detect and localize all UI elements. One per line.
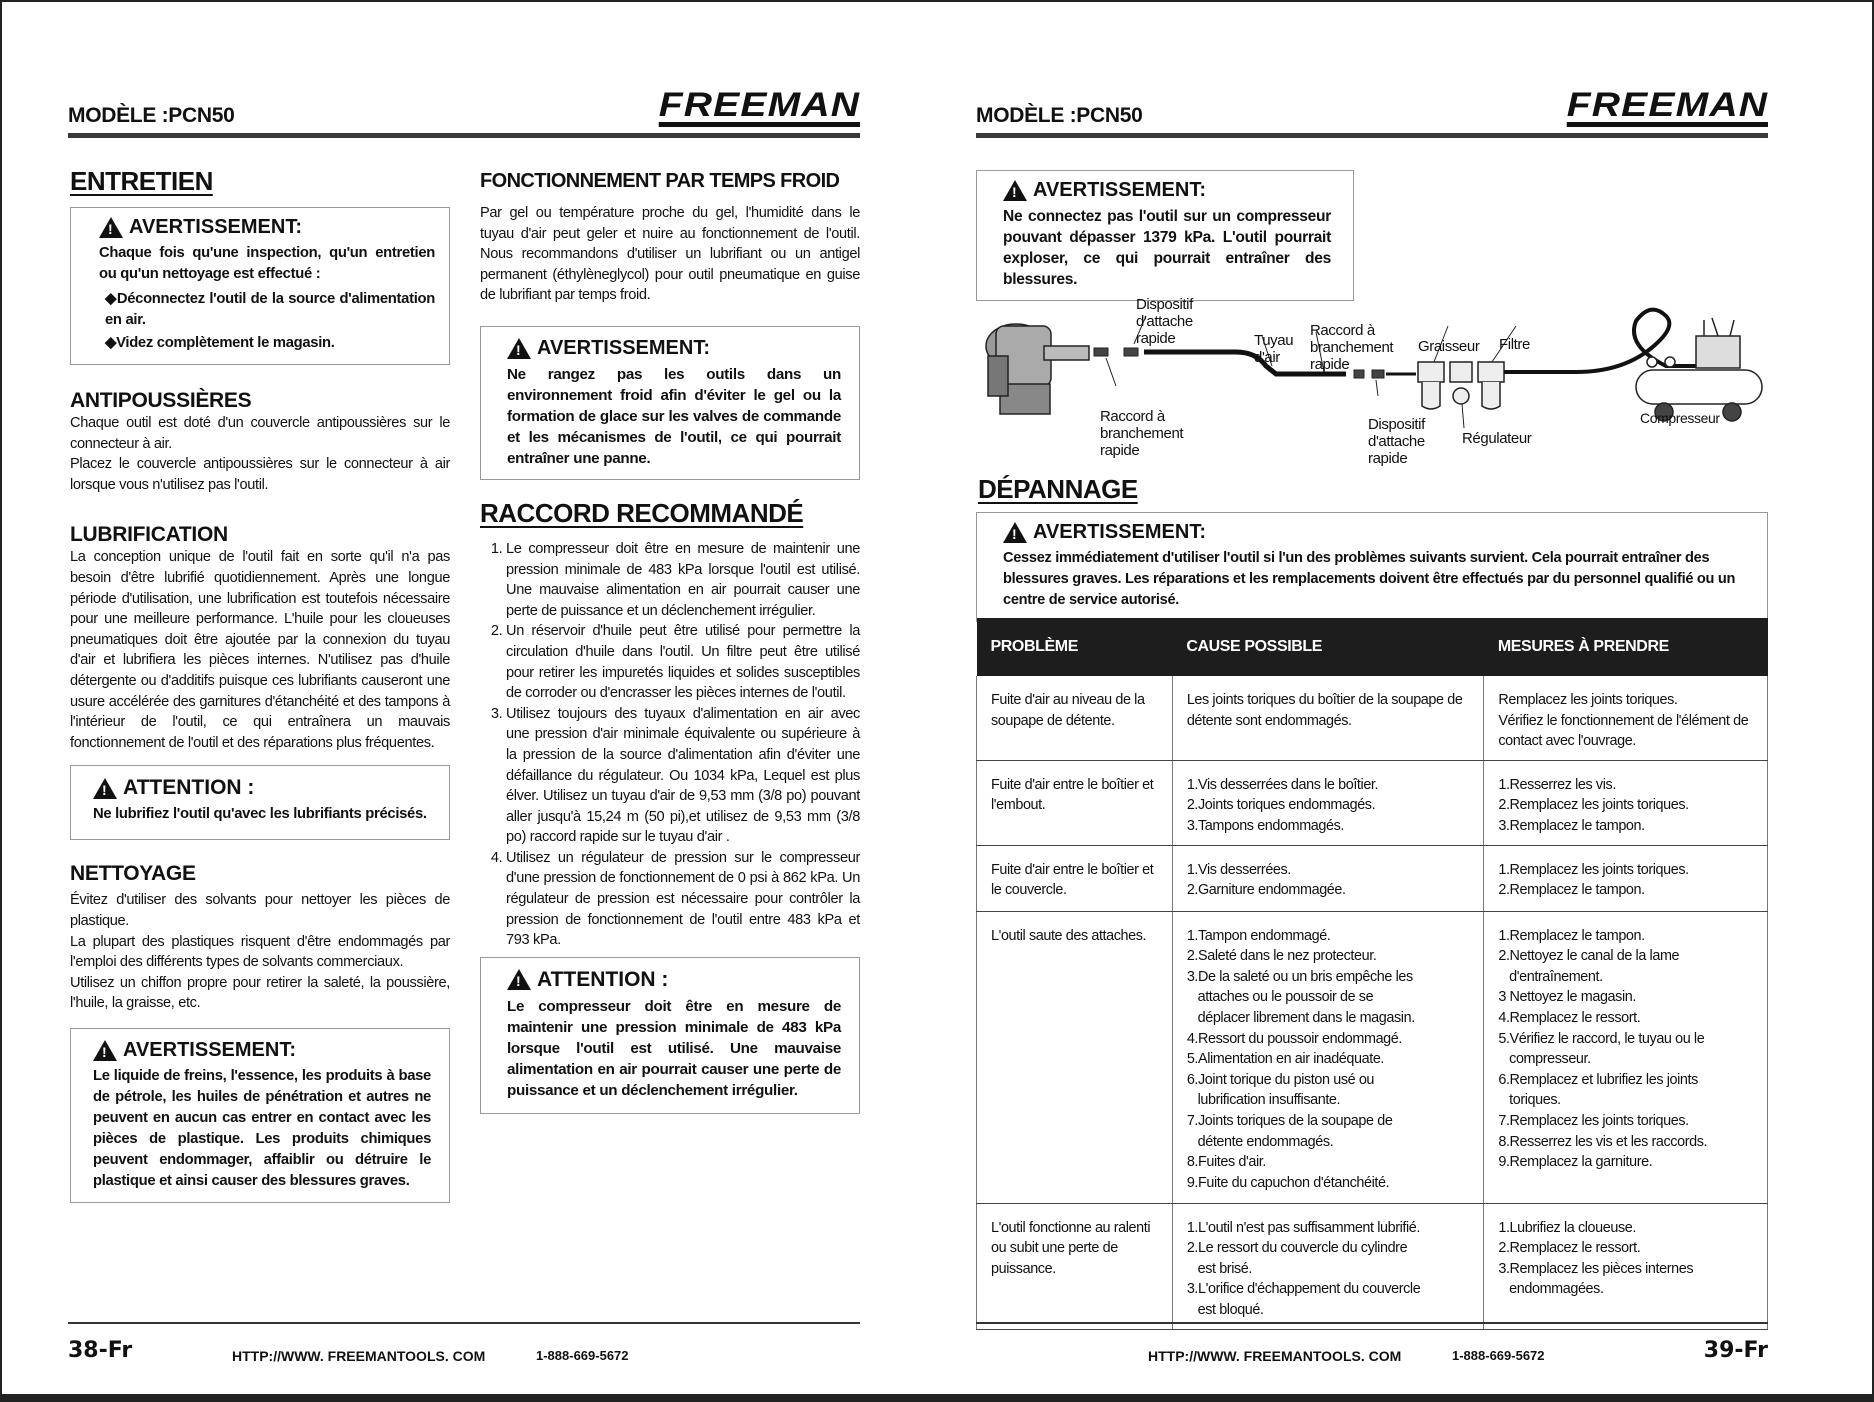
attention-text: Le compresseur doit être en mesure de maintenir une pression minimale de 483 kPa lorsque l'outil est utilisé. Une mauvaise alimentation en air pourrait causer une perte de puissance et un déclenchement irrégulier. (507, 997, 841, 1099)
warning-bullet: ◆Déconnectez l'outil de la source d'alimentation en air. (105, 291, 435, 328)
right-page (976, 0, 1768, 1402)
warning-box-solvants (70, 1028, 450, 1203)
right-column (480, 170, 860, 1114)
warning-text: Chaque fois qu'une inspection, qu'un entretien ou qu'un nettoyage est effectué : (99, 245, 435, 282)
attention-title: ! ATTENTION : (93, 776, 435, 800)
warning-title: ! AVERTISSEMENT: (93, 1039, 431, 1062)
paragraph: La plupart des plastiques risquent d'être endommagés par l'emploi des différents types de solvants commerciaux. (70, 933, 450, 971)
section-title-entretien: ENTRETIEN (70, 166, 213, 196)
compressor-icon (1636, 318, 1762, 421)
warning-text: Ne connectez pas l'outil sur un compresseur pouvant dépasser 1379 kPa. L'outil pourrait exploser, ce qui pourrait entraîner des blessures. (1003, 208, 1331, 288)
label-dispositif-top: Dispositif d'attache rapide (1136, 296, 1193, 347)
column-header: PROBLÈME (977, 618, 1173, 676)
connector-icon (1094, 348, 1138, 356)
attention-box-lubrifiants (70, 765, 450, 840)
page-number: 39-Fr (1703, 1338, 1768, 1363)
warning-triangle-icon (93, 778, 117, 799)
footer-phone: 1-888-669-5672 (1452, 1348, 1545, 1363)
label-tuyau: Tuyau d'air (1254, 332, 1294, 366)
action-cell: 1.Resserrez les vis. 2.Remplacez les joints toriques. 3.Remplacez le tampon. (1484, 760, 1768, 845)
section-title-antipoussieres: ANTIPOUSSIÈRES (70, 389, 252, 412)
warning-text: Cessez immédiatement d'utiliser l'outil si l'un des problèmes suivants survient. Cela pourrait entraîner des blessures graves. Les réparations et les remplacements doivent être effectués par du personnel qualifié ou un centre de service autorisé. (1003, 550, 1736, 608)
warning-bullet: ◆Videz complètement le magasin. (105, 335, 335, 351)
model-header: MODÈLE :PCN50 (976, 104, 1143, 127)
label-graisseur: Graisseur (1418, 338, 1480, 355)
list-item: 1. Le compresseur doit être en mesure de maintenir une pression minimale de 483 kPa lorsque l'outil est utilisé. Une mauvaise alimentation en air pourrait causer une perte de puissance et un déclenchement irrégulier. (506, 539, 860, 621)
page-number: 38-Fr (68, 1338, 133, 1363)
table-row (977, 911, 1768, 1203)
action-cell: 1.Remplacez le tampon. 2.Nettoyez le canal de la lame d'entraînement. 3 Nettoyez le magasin. 4.Remplacez le ressort. 5.Vérifiez le raccord, le tuyau ou le compresseur. 6.Remplacez et lubrifiez les joints toriques. 7.Remplacez les joints toriques. 8.Resserrez les vis et les raccords. 9.Remplacez la garniture. (1484, 911, 1768, 1203)
air-supply-diagram (976, 296, 1768, 466)
warning-triangle-icon (507, 969, 531, 990)
warning-triangle-icon (99, 217, 123, 238)
section-title-depannage: DÉPANNAGE (978, 474, 1138, 504)
paragraph: Chaque outil est doté d'un couvercle antipoussières sur le connecteur à air. (70, 415, 450, 452)
section-title-raccord: RACCORD RECOMMANDÉ (480, 497, 804, 528)
footer-url: HTTP://WWW. FREEMANTOOLS. COM (232, 1348, 486, 1364)
label-regulateur: Régulateur (1462, 430, 1532, 447)
footer-rule (976, 1322, 1768, 1324)
cause-cell: 1.Tampon endommagé. 2.Saleté dans le nez protecteur. 3.De la saleté ou un bris empêche les attaches ou le poussoir de se déplacer librement dans le magasin. 4.Ressort du poussoir endommagé. 5.Alimentation en air inadéquate. 6.Joint torique du piston usé ou lubrification insuffisante. 7.Joints toriques de la soupape de détente endommagés. 8.Fuites d'air. 9.Fuite du capuchon d'étanchéité. (1172, 911, 1484, 1203)
label-raccord-top: Raccord à branchement rapide (1310, 322, 1394, 373)
raccord-list (480, 539, 860, 951)
action-cell: 1.Lubrifiez la cloueuse. 2.Remplacez le ressort. 3.Remplacez les pièces internes endommagées. (1484, 1203, 1768, 1329)
paragraph: Évitez d'utiliser des solvants pour nettoyer les pièces de plastique. (70, 892, 450, 929)
section-title-froid: FONCTIONNEMENT PAR TEMPS FROID (480, 170, 840, 192)
column-header: MESURES À PRENDRE (1484, 618, 1768, 676)
warning-text: Le liquide de freins, l'essence, les produits à base de pétrole, les huiles de pénétration et autres ne peuvent en aucun cas entrer en contact avec les pièces de plastique. Les produits chimiques peuvent endommager, affaiblir ou détruire le plastique et ainsi causer des blessures graves. (93, 1067, 431, 1189)
section-title-lubrification: LUBRIFICATION (70, 523, 228, 547)
warning-title: ! AVERTISSEMENT: (99, 216, 435, 239)
warning-box-froid (480, 326, 860, 480)
warning-box-entretien (70, 207, 450, 365)
warning-triangle-icon (1003, 522, 1027, 543)
footer-url: HTTP://WWW. FREEMANTOOLS. COM (1148, 1348, 1402, 1364)
label-raccord-bottom: Raccord à branchement rapide (1100, 408, 1184, 459)
troubleshooting-table (976, 618, 1768, 1330)
nailer-icon (986, 324, 1089, 414)
label-dispositif-bottom: Dispositif d'attache rapide (1368, 416, 1425, 467)
warning-triangle-icon (507, 338, 531, 359)
label-compresseur: Compresseur (1640, 410, 1720, 426)
footer-phone: 1-888-669-5672 (536, 1348, 629, 1363)
list-item: 2. Un réservoir d'huile peut être utilisé pour permettre la circulation d'huile dans l'outil. Un filtre peut être utilisé pour retirer les impuretés liquides et solides susceptibles de corroder ou d'encrasser les pièces internes de l'outil. (506, 621, 860, 703)
brand-logo: FREEMAN (659, 88, 860, 127)
attention-title: ! ATTENTION : (507, 968, 841, 992)
paragraph: Placez le couvercle antipoussières sur le connecteur à air lorsque vous n'utilisez pas l'outil. (70, 456, 450, 493)
column-header: CAUSE POSSIBLE (1172, 618, 1484, 676)
action-cell: 1.Remplacez les joints toriques. 2.Remplacez le tampon. (1484, 845, 1768, 911)
left-column (70, 166, 450, 1203)
brand-logo: FREEMAN (1567, 88, 1768, 127)
table-row (977, 845, 1768, 911)
problem-cell: Fuite d'air entre le boîtier et l'embout. (977, 760, 1173, 845)
problem-cell: Fuite d'air au niveau de la soupape de détente. (977, 676, 1173, 760)
list-item: 4. Utilisez un régulateur de pression sur le compresseur d'une pression de fonctionnement de 0 psi à 862 kPa. Un régulateur de pression est nécessaire pour contrôler la pression de fonctionnement de l'outil entre 483 kPa et 793 kPa. (506, 848, 860, 951)
left-page (68, 0, 860, 1402)
warning-text: Ne rangez pas les outils dans un environnement froid afin d'éviter le gel ou la formation de glace sur les valves de commande et les mécanismes de l'outil, ce qui pourrait entraîner une panne. (507, 365, 841, 467)
warning-title: ! AVERTISSEMENT: (507, 337, 841, 360)
cause-cell: 1.Vis desserrées dans le boîtier. 2.Joints toriques endommagés. 3.Tampons endommagés. (1172, 760, 1484, 845)
table-row (977, 1203, 1768, 1329)
action-cell: Remplacez les joints toriques. Vérifiez le fonctionnement de l'élément de contact avec l'ouvrage. (1484, 676, 1768, 760)
table-row (977, 676, 1768, 760)
cause-cell: Les joints toriques du boîtier de la soupape de détente sont endommagés. (1172, 676, 1484, 760)
warning-box-depannage (976, 512, 1768, 622)
list-item: 3. Utilisez toujours des tuyaux d'alimentation en air avec une pression d'air minimale équivalente ou supérieure à la pression de la source d'alimentation afin d'éviter une défaillance du régulateur. Ou 1034 kPa, Lequel est plus élver. Utilisez un tuyau d'air de 9,53 mm (3/8 po) pouvant aller jusqu'à 15,24 m (50 pi),et utilisez de 9,53 mm (3/8 po) raccord rapide sur le tuyau d'air . (506, 704, 860, 848)
attention-text: Ne lubrifiez l'outil qu'avec les lubrifiants précisés. (93, 806, 427, 823)
header-rule (68, 133, 860, 138)
problem-cell: L'outil saute des attaches. (977, 911, 1173, 1203)
table-row (977, 760, 1768, 845)
section-title-nettoyage: NETTOYAGE (70, 862, 196, 886)
warning-box-compressor (976, 170, 1354, 301)
warning-title: ! AVERTISSEMENT: (1003, 521, 1753, 544)
paragraph: La conception unique de l'outil fait en sorte qu'il n'a pas besoin d'être lubrifié quotidiennement. Après une longue période d'utilisation, une lubrification est toutefois nécessaire pour une meilleure performance. L'huile pour les cloueuses pneumatiques doit être ajoutée par la connexion du tuyau d'air et lubrifiera les pièces internes. N'utilisez pas d'huile détergente ou d'additifs puisque ces lubrifiants causeront une usure accélérée des garnitures d'étanchéité et des tampons à l'intérieur de l'outil, ce qui entraînera un mauvais fonctionnement de l'outil et des réparations plus fréquentes. (70, 549, 450, 751)
problem-cell: L'outil fonctionne au ralenti ou subit une perte de puissance. (977, 1203, 1173, 1329)
paragraph: Par gel ou température proche du gel, l'humidité dans le tuyau d'air peut geler et nuire au fonctionnement de l'outil. Nous recommandons d'utiliser un lubrifiant ou un antigel permanent (éthylèneglycol) pour outil pneumatique en guise de lubrifiant par temps froid. (480, 205, 860, 304)
model-header: MODÈLE :PCN50 (68, 104, 235, 127)
warning-title: ! AVERTISSEMENT: (1003, 179, 1331, 202)
frl-unit-icon (1418, 362, 1504, 409)
header-rule (976, 133, 1768, 138)
attention-box-compresseur (480, 957, 860, 1114)
label-filtre: Filtre (1499, 336, 1530, 353)
warning-triangle-icon (1003, 180, 1027, 201)
problem-cell: Fuite d'air entre le boîtier et le couvercle. (977, 845, 1173, 911)
table-header-row (977, 618, 1768, 676)
paragraph: Utilisez un chiffon propre pour retirer la saleté, la poussière, l'huile, la graisse, etc. (70, 974, 450, 1012)
cause-cell: 1.Vis desserrées. 2.Garniture endommagée. (1172, 845, 1484, 911)
cause-cell: 1.L'outil n'est pas suffisamment lubrifié. 2.Le ressort du couvercle du cylindre est brisé. 3.L'orifice d'échappement du couvercle est bloqué. (1172, 1203, 1484, 1329)
footer-rule (68, 1322, 860, 1324)
warning-triangle-icon (93, 1040, 117, 1061)
